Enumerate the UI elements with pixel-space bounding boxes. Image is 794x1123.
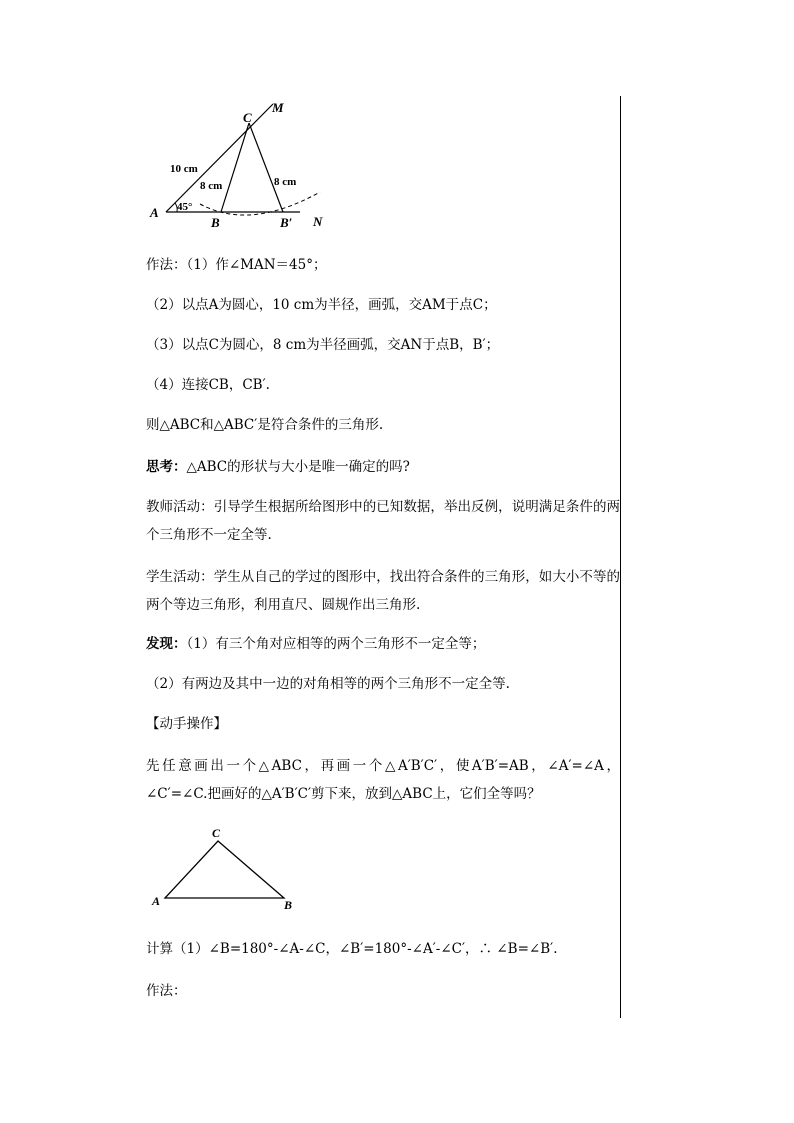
hands-on-title: 【动手操作】: [146, 716, 227, 732]
label-c: C: [243, 110, 252, 125]
step-2: （2）以点A为圆心，10 cm为半径，画弧，交AM于点C；: [146, 297, 497, 313]
discovery-label: 发现：: [146, 636, 187, 652]
discovery-1: （1）有三个角对应相等的两个三角形不一定全等；: [186, 636, 486, 652]
method-intro: [146, 251, 620, 279]
label-length-cb: 8 cm: [200, 180, 223, 192]
label-b: B: [211, 215, 220, 230]
think-label: 思考：: [146, 459, 187, 475]
teacher-activity: 教师活动：引导学生根据所给图形中的已知数据，举出反例，说明满足条件的两个三角形不一定全等.: [146, 499, 620, 543]
student-activity: 学生活动：学生从自己的学过的图形中，找出符合条件的三角形，如大小不等的两个等边三角形，利用直尺、圆规作出三角形.: [146, 569, 620, 613]
label-length-ac: 10 cm: [170, 163, 198, 175]
step-4: （4）连接CB，CB′.: [146, 377, 270, 393]
discovery-2: （2）有两边及其中一边的对角相等的两个三角形不一定全等.: [146, 676, 510, 692]
think-paragraph: [146, 453, 620, 481]
label-b2: B: [284, 898, 293, 912]
method-label: 作法：: [146, 257, 187, 273]
segment-cb2: [249, 123, 283, 212]
triangle-abc: [165, 841, 284, 898]
label-m: M: [272, 100, 284, 115]
think-text: △ABC的形状与大小是唯一确定的吗?: [186, 459, 410, 475]
step-1: （1）作∠MAN＝45°；: [186, 257, 327, 273]
ray-am: [166, 104, 273, 212]
discovery-paragraph: [146, 630, 620, 658]
conclusion: 则△ABC和△ABC′是符合条件的三角形.: [146, 417, 384, 433]
method-2: 作法：: [146, 983, 187, 999]
figure-triangle-abc: [146, 823, 306, 915]
label-a: A: [150, 205, 159, 220]
calculation: 计算（1）∠B=180°-∠A-∠C，∠B′=180°-∠A′-∠C′，∴ ∠B=∠B′.: [146, 941, 558, 957]
segment-cb: [221, 123, 249, 212]
label-b-prime: B′: [280, 215, 293, 230]
label-angle-45: 45°: [177, 201, 193, 213]
hands-on-text: 先任意画出一个△ABC，再画一个△A′B′C′，使A′B′=AB，∠A′=∠A，∠C′=∠C.把画好的△A′B′C′剪下来，放到△ABC上，它们全等吗？: [146, 758, 620, 802]
label-length-cb2: 8 cm: [274, 176, 297, 188]
step-3: （3）以点C为圆心，8 cm为半径画弧，交AN于点B，B′；: [146, 337, 500, 353]
page-margin-line: [620, 96, 621, 1018]
label-n: N: [313, 214, 323, 229]
label-a2: A: [152, 894, 161, 908]
figure-triangle-construction: [140, 96, 340, 236]
label-c2: C: [212, 826, 221, 840]
